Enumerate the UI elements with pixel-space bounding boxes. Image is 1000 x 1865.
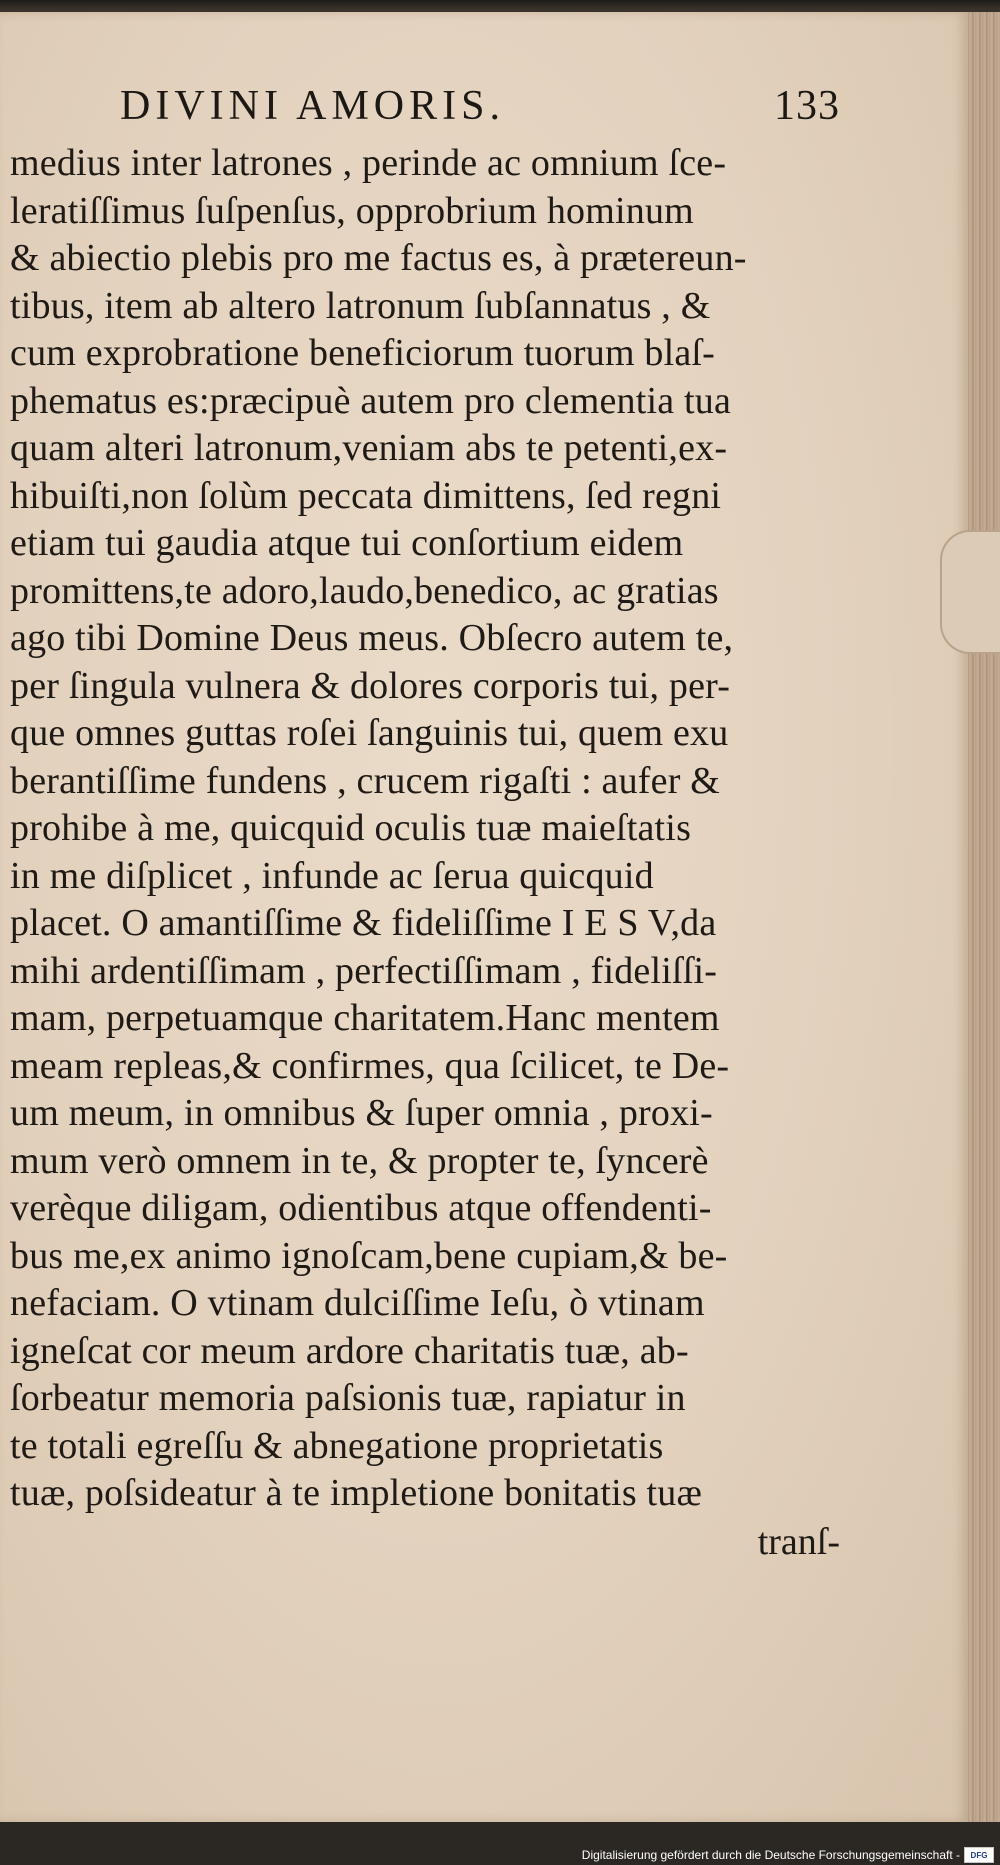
text-line: quam alteri latronum,veniam abs te petenti,ex- [10, 427, 728, 469]
text-line: cum exprobratione beneficiorum tuorum blaſ- [10, 332, 716, 374]
text-line: que omnes guttas roſei ſanguinis tui, quem exu [10, 712, 729, 754]
dfg-logo-text: DFG [970, 1850, 988, 1860]
text-line: mam, perpetuamque charitatem.Hanc mentem [10, 997, 720, 1039]
text-line: um meum, in omnibus & ſuper omnia , proxi- [10, 1092, 713, 1134]
text-line: meam repleas,& confirmes, qua ſcilicet, te De- [10, 1044, 730, 1087]
running-title: DIVINI AMORIS. [120, 83, 505, 129]
text-line: & abiectio plebis pro me factus es, à prætereun- [10, 237, 747, 279]
page-header [120, 82, 840, 142]
text-line: tibus, item ab altero latronum ſubſannatus , & [10, 284, 711, 327]
text-line: ago tibi Domine Deus meus. Obſecro autem te, [10, 617, 734, 659]
text-line: ſorbeatur memoria paſsionis tuæ, rapiatur in [10, 1377, 686, 1419]
body-text [10, 140, 840, 1518]
page-number: 133 [774, 83, 840, 129]
text-line: igneſcat cor meum ardore charitatis tuæ, ab- [10, 1329, 689, 1372]
digitization-credit: Digitalisierung gefördert durch die Deutsche Forschungsgemeinschaft - [581, 1848, 960, 1862]
text-line: in me diſplicet , infunde ac ſerua quicquid [10, 854, 654, 897]
text-line: promittens,te adoro,laudo,benedico, ac gratias [10, 569, 719, 612]
text-line: etiam tui gaudia atque tui conſortium eidem [10, 522, 684, 564]
text-line: prohibe à me, quicquid oculis tuæ maieſtatis [10, 807, 692, 849]
text-line: hibuiſti,non ſolùm peccata dimittens, ſed regni [10, 474, 722, 517]
page-tab [940, 530, 1000, 654]
text-line: placet. O amantiſſime & fideliſſime I E S V,da [10, 902, 717, 944]
text-line: te totali egreſſu & abnegatione proprietatis [10, 1424, 664, 1467]
text-line: per ſingula vulnera & dolores corporis tui, per- [10, 664, 731, 707]
text-line: verèque diligam, odientibus atque offendenti- [10, 1187, 712, 1229]
page-edges [968, 12, 1000, 1822]
text-line: mum verò omnem in te, & propter te, ſyncerè [10, 1139, 709, 1182]
text-line: medius inter latrones , perinde ac omnium ſce- [10, 142, 727, 184]
text-line: phematus es:præcipuè autem pro clementia tua [10, 379, 732, 422]
text-line: leratiſſimus ſuſpenſus, opprobrium hominum [10, 189, 694, 232]
text-line: bus me,ex animo ignoſcam,bene cupiam,& be- [10, 1234, 728, 1277]
dfg-logo [964, 1847, 994, 1863]
text-line: mihi ardentiſſimam , perfectiſſimam , fideliſſi- [10, 949, 718, 992]
text-line: nefaciam. O vtinam dulciſſime Ieſu, ò vtinam [10, 1282, 705, 1324]
text-line: berantiſſime fundens , crucem rigaſti : aufer & [10, 759, 721, 802]
text-line: tuæ, poſsideatur à te impletione bonitatis tuæ [10, 1472, 703, 1514]
catchword: tranſ- [757, 1521, 840, 1563]
